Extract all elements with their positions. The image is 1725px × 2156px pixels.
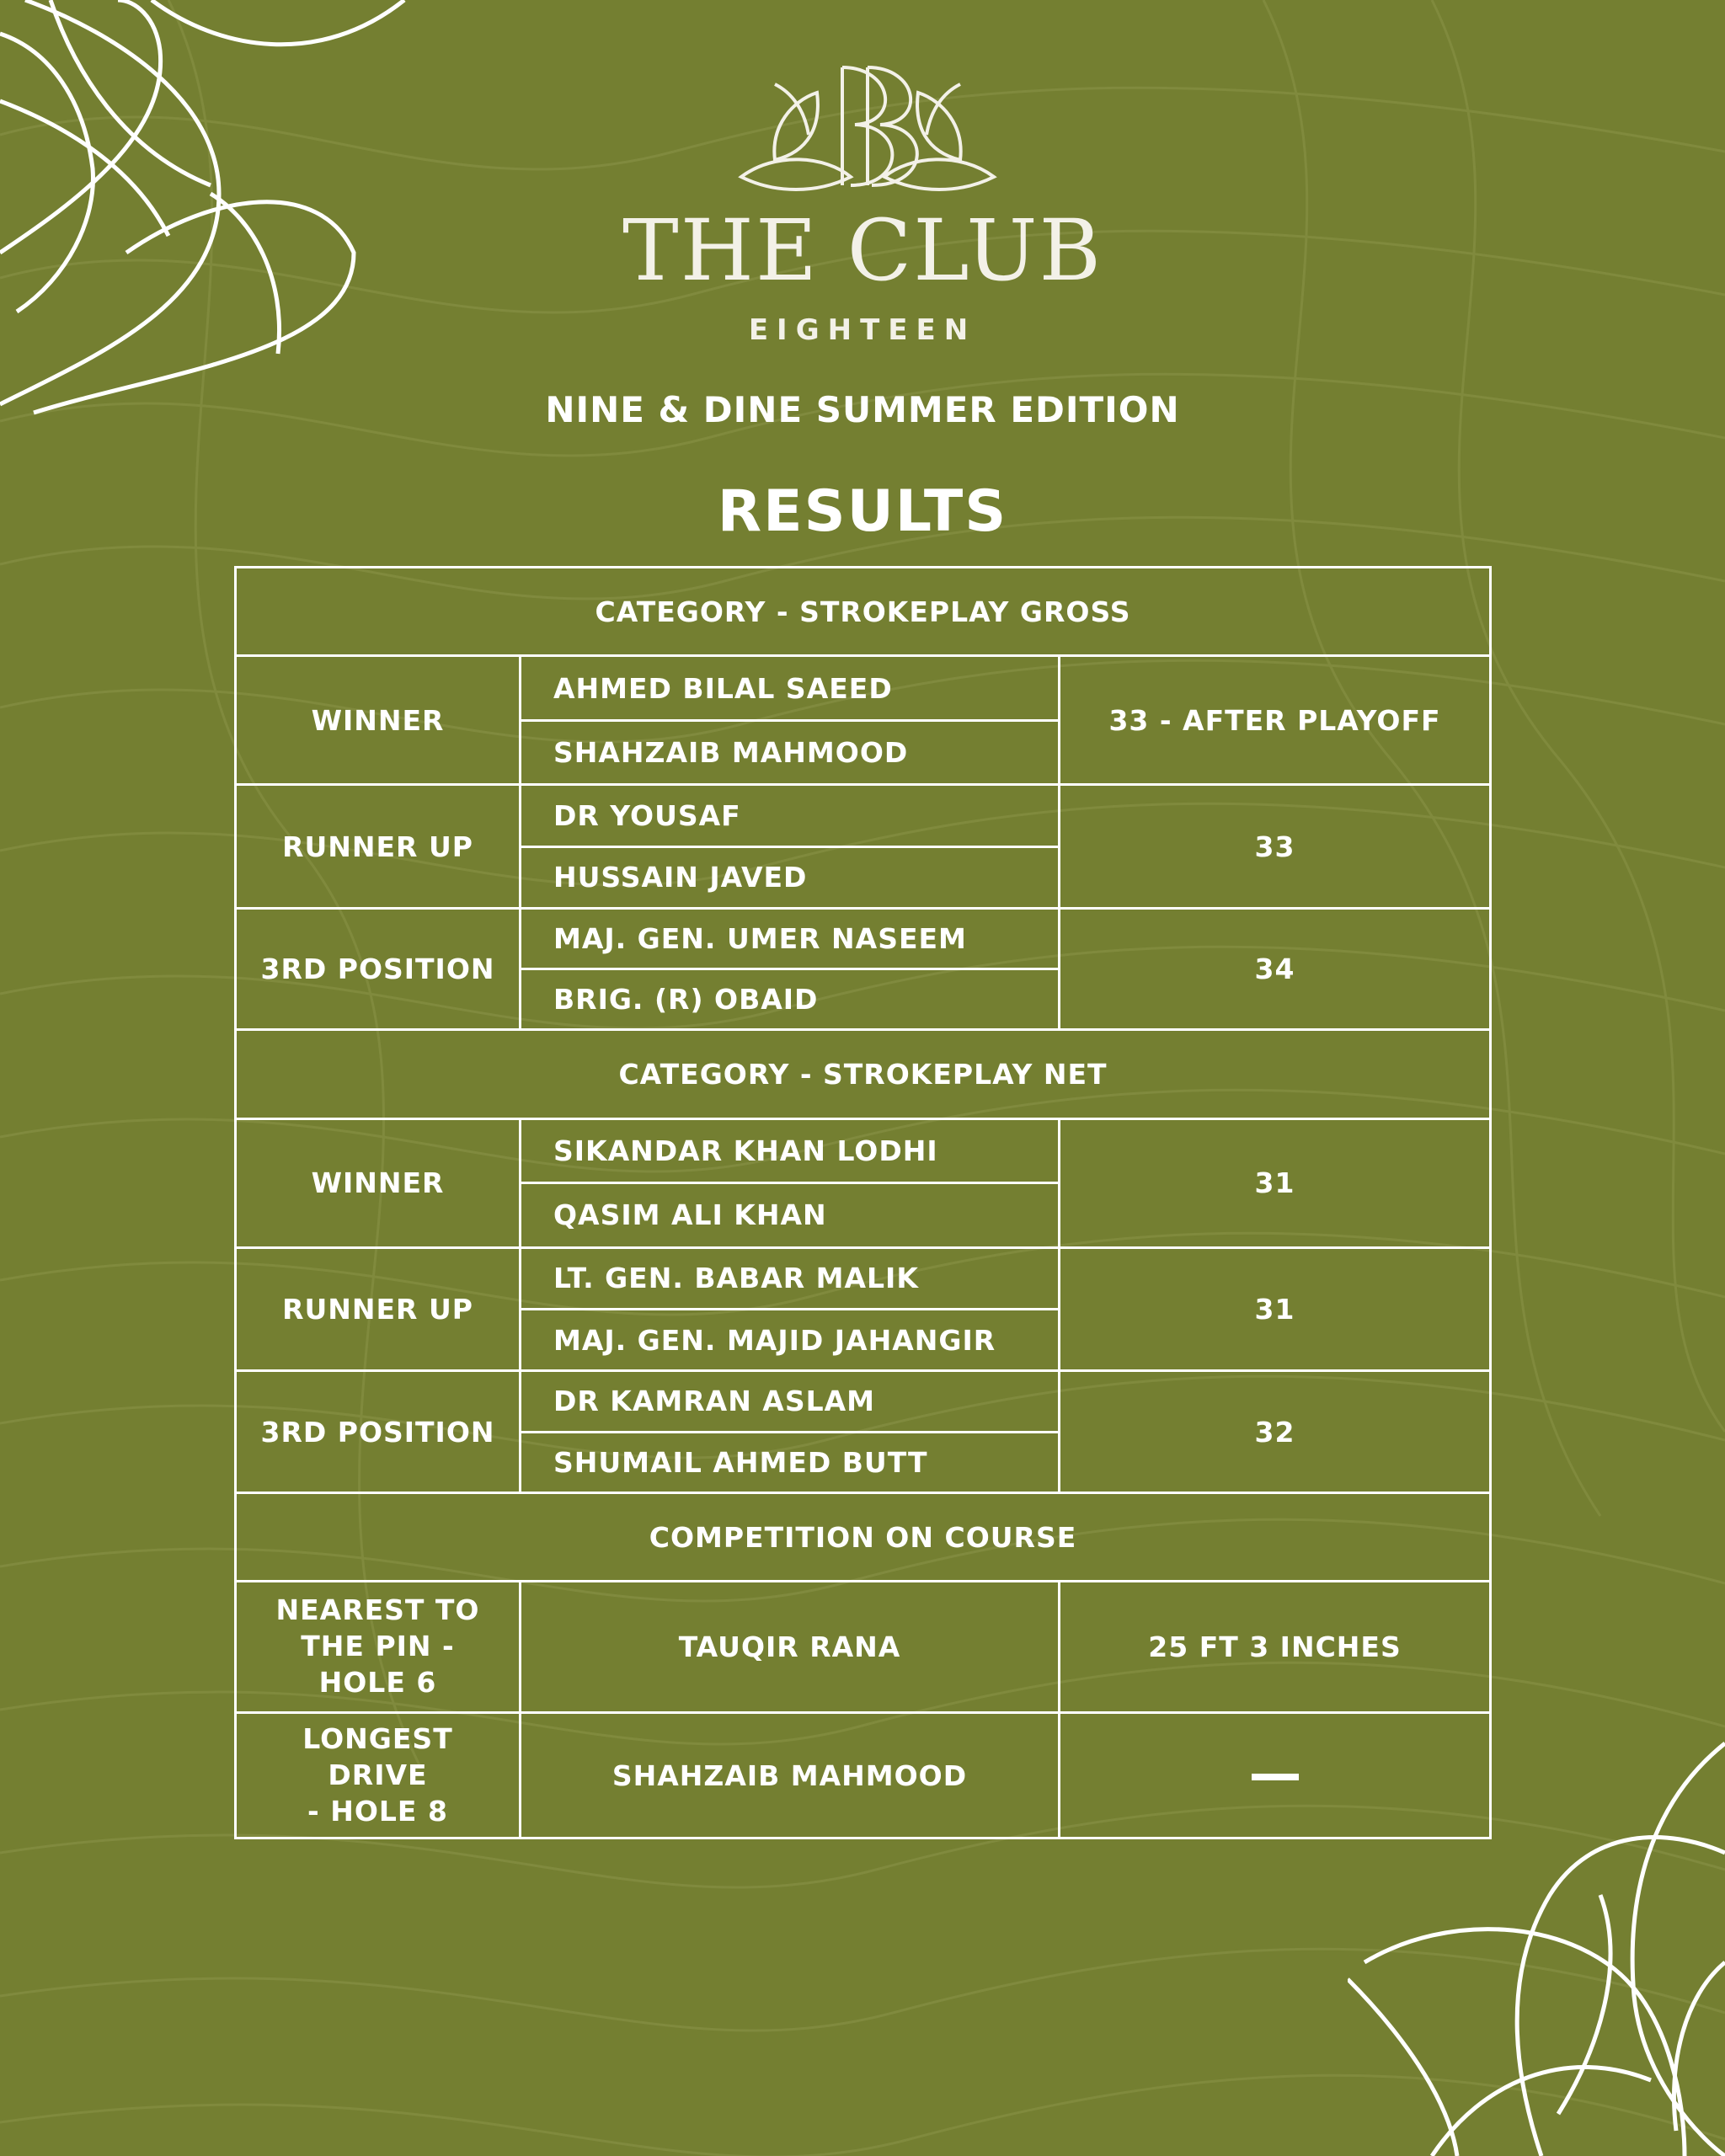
player-name: AHMED BILAL SAEED bbox=[521, 656, 1060, 720]
section-title-competition-on-course: COMPETITION ON COURSE bbox=[236, 1492, 1491, 1581]
club-monogram-leaf-logo bbox=[724, 59, 1011, 202]
dash-icon bbox=[1252, 1774, 1299, 1780]
score: 33 bbox=[1060, 785, 1491, 909]
competition-label-line: - HOLE 8 bbox=[307, 1794, 448, 1828]
club-subtitle: EIGHTEEN bbox=[748, 313, 977, 347]
competition-result: 25 FT 3 INCHES bbox=[1060, 1582, 1491, 1713]
position-label: WINNER bbox=[236, 656, 521, 785]
results-heading: RESULTS bbox=[717, 478, 1008, 545]
score: 33 - AFTER PLAYOFF bbox=[1060, 656, 1491, 785]
event-title: NINE & DINE SUMMER EDITION bbox=[545, 389, 1180, 430]
competition-label bbox=[236, 1582, 521, 1713]
player-name: SHUMAIL AHMED BUTT bbox=[521, 1432, 1060, 1492]
player-name: MAJ. GEN. UMER NASEEM bbox=[521, 908, 1060, 969]
competition-label-line: NEAREST TO bbox=[275, 1593, 480, 1627]
score: 34 bbox=[1060, 908, 1491, 1030]
player-name: HUSSAIN JAVED bbox=[521, 846, 1060, 908]
position-label: 3RD POSITION bbox=[236, 908, 521, 1030]
position-label: 3RD POSITION bbox=[236, 1371, 521, 1493]
player-name: QASIM ALI KHAN bbox=[521, 1183, 1060, 1247]
player-name: SIKANDAR KHAN LODHI bbox=[521, 1118, 1060, 1182]
player-name: MAJ. GEN. MAJID JAHANGIR bbox=[521, 1309, 1060, 1370]
section-title-strokeplay-gross: CATEGORY - STROKEPLAY GROSS bbox=[236, 568, 1491, 656]
competition-label-line: LONGEST DRIVE bbox=[302, 1721, 453, 1791]
player-name: BRIG. (R) OBAID bbox=[521, 969, 1060, 1030]
score: 32 bbox=[1060, 1371, 1491, 1493]
competition-label-line: HOLE 6 bbox=[318, 1666, 437, 1700]
score: 31 bbox=[1060, 1247, 1491, 1371]
competition-result-empty bbox=[1060, 1713, 1491, 1838]
score: 31 bbox=[1060, 1118, 1491, 1247]
competition-label bbox=[236, 1713, 521, 1838]
competition-label-line: THE PIN - bbox=[301, 1630, 455, 1663]
position-label: RUNNER UP bbox=[236, 785, 521, 909]
position-label: RUNNER UP bbox=[236, 1247, 521, 1371]
section-title-strokeplay-net: CATEGORY - STROKEPLAY NET bbox=[236, 1030, 1491, 1118]
player-name: LT. GEN. BABAR MALIK bbox=[521, 1247, 1060, 1309]
player-name: SHAHZAIB MAHMOOD bbox=[521, 1713, 1060, 1838]
results-table bbox=[234, 566, 1492, 1839]
club-title: THE CLUB bbox=[622, 201, 1103, 300]
player-name: TAUQIR RANA bbox=[521, 1582, 1060, 1713]
position-label: WINNER bbox=[236, 1118, 521, 1247]
player-name: SHAHZAIB MAHMOOD bbox=[521, 720, 1060, 784]
player-name: DR YOUSAF bbox=[521, 785, 1060, 846]
player-name: DR KAMRAN ASLAM bbox=[521, 1371, 1060, 1432]
